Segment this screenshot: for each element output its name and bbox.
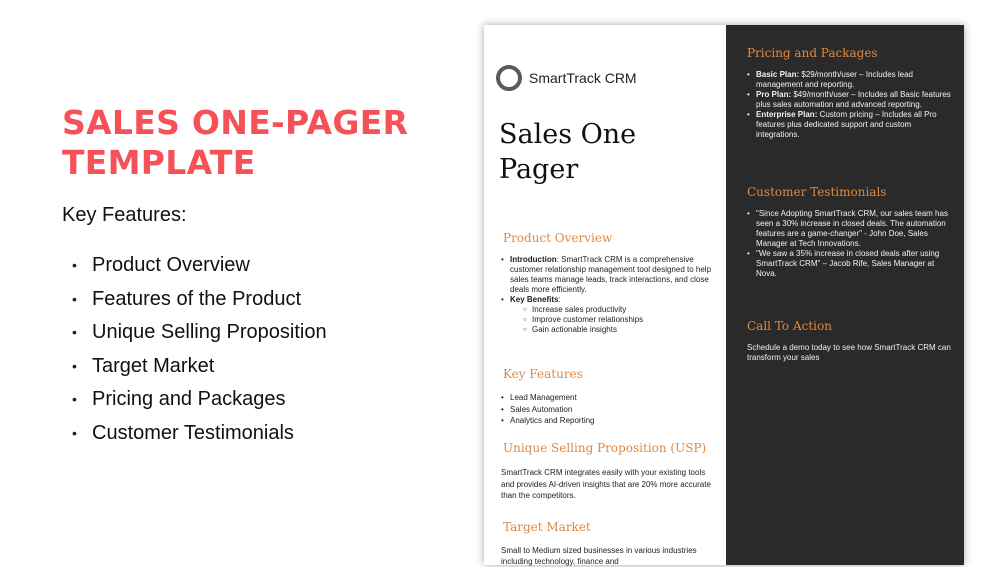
- list-item: [72, 387, 327, 421]
- testimonials-heading: Customer Testimonials: [747, 185, 887, 199]
- list-item: [747, 70, 953, 90]
- document-title: [499, 117, 709, 187]
- target-market-text: Small to Medium sized businesses in various industries including technology, finance and: [501, 546, 697, 566]
- list-item: [72, 354, 327, 388]
- key-features-section-heading: Key Features: [503, 367, 583, 381]
- list-item: • "We saw a 35% increase in closed deals after using SmartTrack CRM" – Jacob Rife, Sales Manager at Nova.: [747, 249, 953, 279]
- plan-name: Pro Plan:: [756, 90, 792, 99]
- call-to-action-heading: Call To Action: [747, 319, 832, 333]
- list-item: • Analytics and Reporting: [501, 415, 711, 427]
- testimonials-body: [747, 209, 953, 279]
- benefits-label: Key Benefits: [510, 295, 559, 304]
- document-title-line1: Sales One: [499, 119, 637, 150]
- usp-text: SmartTrack CRM integrates easily with your existing tools and provides AI-driven insights that are 20% more accurate than the competitors.: [501, 468, 711, 500]
- product-overview-body: [501, 255, 711, 335]
- list-item: • Sales Automation: [501, 404, 711, 416]
- intro-text: : SmartTrack CRM is a comprehensive customer relationship management tool designed to help sales teams manage leads, track interactions, and close deals more efficiently.: [510, 255, 712, 294]
- list-item: ○ Increase sales productivity: [523, 305, 711, 315]
- bullet-icon: •: [72, 290, 77, 307]
- slide-title-line1: SALES ONE-PAGER: [62, 103, 409, 142]
- usp-heading: Unique Selling Proposition (USP): [503, 441, 707, 455]
- benefits-colon: :: [558, 295, 561, 304]
- list-item: • Lead Management: [501, 392, 711, 404]
- plan-name: Basic Plan:: [756, 70, 800, 79]
- list-item: [501, 255, 711, 295]
- plan-name: Enterprise Plan:: [756, 110, 818, 119]
- bullet-icon: •: [72, 424, 77, 441]
- feature-label: Unique Selling Proposition: [92, 321, 327, 344]
- slide-left-panel: [0, 0, 470, 565]
- list-item: ○ Gain actionable insights: [523, 325, 711, 335]
- list-item: [72, 253, 327, 287]
- feature-label: Features of the Product: [92, 287, 302, 310]
- bullet-icon: •: [72, 324, 77, 341]
- list-item: ○ Improve customer relationships: [523, 315, 711, 325]
- pricing-body: [747, 70, 953, 140]
- intro-label: Introduction: [510, 255, 557, 264]
- brand-logo: [496, 65, 637, 91]
- plan-text: Custom pricing – Includes all Pro features plus dedicated support and custom integrations.: [756, 110, 937, 139]
- feature-label: Customer Testimonials: [92, 421, 294, 444]
- list-item: [72, 421, 327, 455]
- list-item: [747, 90, 953, 110]
- list-item: [747, 110, 953, 140]
- slide-title-line2: TEMPLATE: [62, 143, 256, 182]
- logo-text: SmartTrack CRM: [529, 70, 637, 86]
- key-features-heading: Key Features:: [62, 204, 187, 226]
- feature-list: [72, 253, 327, 455]
- bullet-icon: •: [72, 357, 77, 374]
- feature-label: Target Market: [92, 354, 215, 377]
- target-market-heading: Target Market: [503, 520, 591, 534]
- logo-ring-icon: [496, 65, 522, 91]
- plan-text: $49/month/user – Includes all Basic features plus sales automation and advanced reporting.: [756, 90, 951, 109]
- document-title-line2: Pager: [499, 154, 579, 185]
- plan-text: $29/month/user – Includes lead management and reporting.: [756, 70, 913, 89]
- bullet-icon: •: [72, 391, 77, 408]
- list-item: [72, 320, 327, 354]
- feature-label: Product Overview: [92, 254, 250, 276]
- list-item: • "Since Adopting SmartTrack CRM, our sales team has seen a 30% increase in closed deals. The automation features are a game-changer" - John Doe, Sales Manager at Tech Innovations.: [747, 209, 953, 249]
- document-right-column: [726, 25, 964, 565]
- one-pager-document-preview: [484, 25, 964, 565]
- list-item: [72, 287, 327, 321]
- pricing-heading: Pricing and Packages: [747, 46, 878, 60]
- key-features-body: [501, 392, 711, 427]
- document-left-column: [484, 25, 726, 565]
- product-overview-heading: Product Overview: [503, 231, 613, 245]
- bullet-icon: •: [72, 257, 77, 273]
- list-item: [501, 295, 711, 335]
- call-to-action-text: Schedule a demo today to see how SmartTrack CRM can transform your sales: [747, 343, 951, 362]
- feature-label: Pricing and Packages: [92, 388, 286, 411]
- slide-title: [62, 103, 462, 183]
